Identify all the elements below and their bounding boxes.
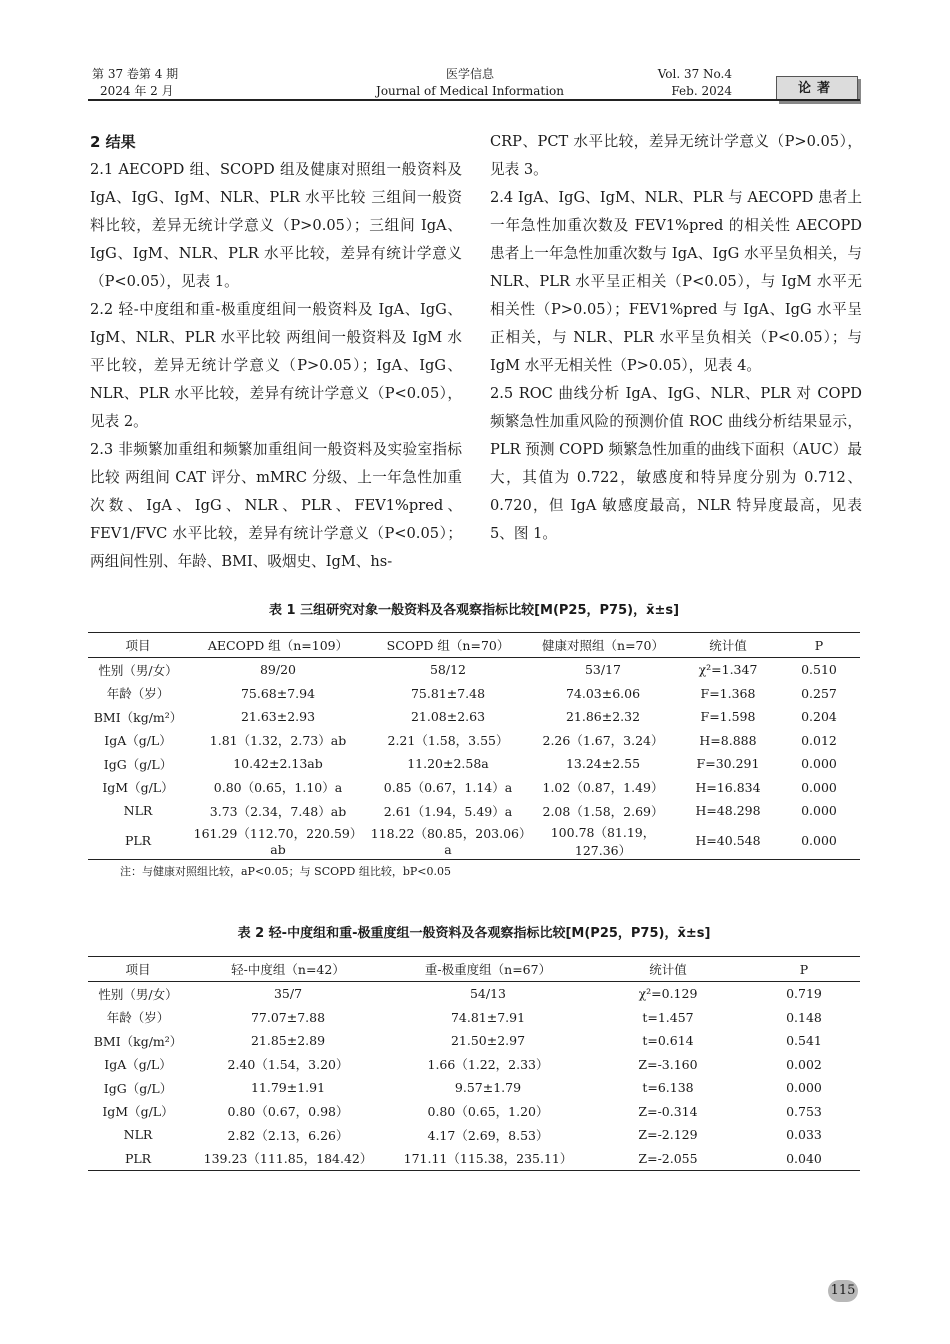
table-cell: 74.03±6.06	[565, 685, 641, 701]
table-cell: 0.80（0.65，1.10）a	[213, 780, 343, 796]
table-row	[88, 799, 860, 823]
table-cell: H=48.298	[695, 803, 761, 819]
table-cell: 0.000	[778, 823, 860, 860]
table2	[88, 956, 860, 1171]
table-cell: 2.82（2.13，6.26）	[227, 1127, 349, 1143]
volume-en-text: Vol. 37 No.4	[657, 67, 732, 81]
table-cell: 9.57±1.79	[454, 1080, 522, 1096]
table-cell: 0.719	[786, 986, 822, 1002]
table1	[88, 632, 860, 860]
table-cell: Z=-3.160	[638, 1056, 698, 1072]
table-cell: 0.033	[786, 1127, 822, 1143]
table-row	[88, 1100, 860, 1124]
table2-header-cell: 重-极重度组（n=67）	[388, 957, 588, 982]
table-cell: BMI（kg/m²）	[93, 1033, 183, 1049]
table-cell: 性别（男/女）	[98, 662, 178, 678]
table-cell: F=30.291	[696, 756, 760, 772]
table-cell: 21.85±2.89	[250, 1033, 326, 1049]
table-cell: PLR	[88, 823, 188, 860]
table-cell: IgG（g/L）	[103, 1080, 173, 1096]
table-cell: F=1.368	[700, 685, 756, 701]
table1-header-cell: 项目	[88, 633, 188, 658]
table-cell: 4.17（2.69，8.53）	[427, 1127, 549, 1143]
table-cell: 2.40（1.54，3.20）	[227, 1057, 349, 1073]
paragraph-2-5: 2.5 ROC 曲线分析 IgA、IgG、NLR、PLR 对 COPD 频繁急性加重风险的预测价值 ROC 曲线分析结果显示，PLR 预测 COPD 频繁急性加重的曲线下面积（AUC）最大，其值为 0.722，敏感度和特异度分别为 0.712、0.720，但 IgA 敏感度最高，NLR 特异度最高，见表 5、图 1。	[490, 385, 862, 542]
table1-note: 注：与健康对照组比较，aP<0.05；与 SCOPD 组比较，bP<0.05	[120, 865, 452, 878]
table-cell: 54/13	[469, 986, 507, 1002]
table-cell: 0.204	[801, 709, 837, 725]
table-cell: H=8.888	[699, 732, 757, 748]
table-row	[88, 776, 860, 800]
table2-caption: 表 2 轻-中度组和重-极重度组一般资料及各观察指标比较[M(P25，P75)，x̄±s]	[237, 926, 711, 941]
table1-header-cell: AECOPD 组（n=109）	[188, 633, 368, 658]
table-cell: 0.85（0.67，1.14）a	[383, 780, 513, 796]
table-cell: IgG（g/L）	[103, 756, 173, 772]
date-en-text: Feb. 2024	[671, 84, 732, 98]
table-cell: 0.148	[786, 1009, 822, 1025]
table-cell: PLR	[88, 1147, 188, 1171]
table-row	[88, 982, 860, 1006]
table-cell: IgA（g/L）	[104, 1057, 172, 1073]
table1-caption: 表 1 三组研究对象一般资料及各观察指标比较[M(P25，P75)，x̄±s]	[268, 603, 680, 618]
article-type-badge: 论著	[776, 76, 858, 101]
journal-title	[320, 66, 620, 100]
table-row	[88, 1147, 860, 1171]
table-cell: 74.81±7.91	[450, 1009, 526, 1025]
table1-header-cell: P	[778, 633, 860, 658]
table2-header-row	[88, 957, 860, 982]
table-cell: 75.81±7.48	[410, 685, 486, 701]
table-cell: 58/12	[429, 662, 467, 678]
table-cell: 1.66（1.22，2.33）	[427, 1057, 549, 1073]
section-heading: 2 结果	[90, 133, 136, 151]
table-cell: 0.012	[801, 732, 837, 748]
table-cell: IgA（g/L）	[104, 733, 172, 749]
table-cell: 161.29（112.70，220.59）ab	[188, 823, 368, 860]
table-cell: 0.002	[786, 1056, 822, 1072]
table-cell: Z=-2.055	[588, 1147, 748, 1171]
left-text-column	[90, 128, 462, 576]
header-rule	[88, 99, 860, 101]
table-cell: Z=-2.129	[638, 1127, 698, 1143]
table2-header-cell: 项目	[88, 957, 188, 982]
table-cell: 1.81（1.32，2.73）ab	[209, 733, 347, 749]
table-cell: 0.541	[786, 1033, 822, 1049]
table1-header-row	[88, 633, 860, 658]
table-row	[88, 1076, 860, 1100]
table-cell: 11.79±1.91	[250, 1080, 326, 1096]
table-cell: 2.08（1.58，2.69）	[542, 803, 664, 819]
table-cell: 21.08±2.63	[410, 709, 486, 725]
table-cell: 0.000	[801, 756, 837, 772]
table-cell: t=6.138	[642, 1080, 694, 1096]
table-row	[88, 1053, 860, 1077]
paragraph-continued: CRP、PCT 水平比较，差异无统计学意义（P>0.05），见表 3。	[490, 133, 862, 178]
table1-header-cell: 统计值	[678, 633, 778, 658]
table-cell: 11.20±2.58a	[407, 756, 489, 772]
table-cell: 0.000	[801, 803, 837, 819]
table-cell: NLR	[123, 803, 153, 819]
table-cell: 139.23（111.85，184.42）	[188, 1147, 388, 1171]
table-cell: 75.68±7.94	[240, 685, 316, 701]
date-text: 2024 年 2 月	[100, 84, 174, 98]
table-cell: 10.42±2.13ab	[233, 756, 323, 772]
paragraph-2-2: 2.2 轻-中度组和重-极重度组间一般资料及 IgA、IgG、IgM、NLR、PLR 水平比较 两组间一般资料及 IgM 水平比较，差异无统计学意义（P>0.05）；IgA、IgG、NLR、PLR 水平比较，差异有统计学意义（P<0.05），见表 2。	[90, 301, 462, 430]
table-cell: BMI（kg/m²）	[93, 709, 183, 725]
table-cell: χ²=1.347	[698, 662, 758, 678]
table-cell: 171.11（115.38，235.11）	[388, 1147, 588, 1171]
table-cell: 35/7	[273, 986, 303, 1002]
table-cell: 年龄（岁）	[106, 1010, 170, 1026]
journal-volume-issue	[92, 66, 178, 100]
table2-header-cell: 统计值	[588, 957, 748, 982]
table-cell: 118.22（80.85，203.06）a	[368, 823, 528, 860]
table-cell: 100.78（81.19，127.36）	[528, 823, 678, 860]
table-cell: 0.000	[786, 1080, 822, 1096]
journal-title-cn: 医学信息	[445, 67, 494, 81]
table-cell: 1.02（0.87，1.49）	[542, 780, 664, 796]
table-cell: 0.80（0.67，0.98）	[227, 1104, 349, 1120]
paragraph-2-3: 2.3 非频繁加重组和频繁加重组间一般资料及实验室指标比较 两组间 CAT 评分、mMRC 分级、上一年急性加重次数、IgA、IgG、NLR、PLR、FEV1%pred、FEV1/FVC 水平比较，差异有统计学意义（P<0.05）；两组间性别、年龄、BMI、吸烟史、IgM、hs-	[90, 441, 462, 570]
table-cell: t=0.614	[642, 1033, 694, 1049]
table-cell: 13.24±2.55	[565, 756, 641, 772]
table-row	[88, 682, 860, 706]
table-row	[88, 1123, 860, 1147]
table-cell: 2.21（1.58，3.55）	[387, 733, 509, 749]
table-cell: H=40.548	[678, 823, 778, 860]
table1-header-cell: 健康对照组（n=70）	[528, 633, 678, 658]
table-row	[88, 729, 860, 753]
table-cell: 89/20	[259, 662, 297, 678]
table-cell: NLR	[123, 1127, 153, 1143]
table-row	[88, 1029, 860, 1053]
table-cell: 2.61（1.94，5.49）a	[383, 803, 513, 819]
table-cell: χ²=0.129	[638, 986, 698, 1002]
table-cell: 3.73（2.34，7.48）ab	[209, 803, 347, 819]
table2-header-cell: P	[748, 957, 860, 982]
table-cell: 0.80（0.65，1.20）	[427, 1104, 549, 1120]
table-cell: t=1.457	[642, 1009, 694, 1025]
page-number: 115	[828, 1280, 858, 1302]
table2-header-cell: 轻-中度组（n=42）	[188, 957, 388, 982]
table1-header-cell: SCOPD 组（n=70）	[368, 633, 528, 658]
table-cell: 0.040	[748, 1147, 860, 1171]
right-text-column	[490, 128, 862, 548]
table-cell: 21.63±2.93	[240, 709, 316, 725]
journal-volume-en	[620, 66, 732, 100]
table-row	[88, 752, 860, 776]
table-cell: H=16.834	[695, 779, 761, 795]
table-cell: 0.753	[786, 1103, 822, 1119]
table-cell: 21.86±2.32	[565, 709, 641, 725]
table-row	[88, 705, 860, 729]
table-cell: 0.000	[801, 779, 837, 795]
paragraph-2-4: 2.4 IgA、IgG、IgM、NLR、PLR 与 AECOPD 患者上一年急性加重次数及 FEV1%pred 的相关性 AECOPD 患者上一年急性加重次数与 IgA、IgG 水平呈负相关，与 NLR、PLR 水平呈正相关（P<0.05），与 IgM 水平无相关性（P>0.05）；FEV1%pred 与 IgA、IgG 水平呈正相关，与 NLR、PLR 水平呈负相关（P<0.05）；与 IgM 水平无相关性（P>0.05），见表 4。	[490, 189, 862, 374]
table-cell: IgM（g/L）	[102, 1104, 174, 1120]
table-row	[88, 823, 860, 860]
table-cell: 年龄（岁）	[106, 686, 170, 702]
table-cell: 0.510	[801, 662, 837, 678]
volume-issue-text: 第 37 卷第 4 期	[92, 67, 179, 81]
table-row	[88, 1006, 860, 1030]
table-cell: 2.26（1.67，3.24）	[542, 733, 664, 749]
table-cell: 77.07±7.88	[250, 1009, 326, 1025]
table-cell: 0.257	[801, 685, 837, 701]
paragraph-2-1: 2.1 AECOPD 组、SCOPD 组及健康对照组一般资料及 IgA、IgG、IgM、NLR、PLR 水平比较 三组间一般资料比较，差异无统计学意义（P>0.05）；三组间 IgA、IgG、IgM、NLR、PLR 水平比较，差异有统计学意义（P<0.05），见表 1。	[90, 161, 462, 290]
table-cell: F=1.598	[700, 709, 756, 725]
table-cell: 53/17	[584, 662, 622, 678]
table-cell: 性别（男/女）	[98, 986, 178, 1002]
journal-title-en: Journal of Medical Information	[376, 84, 564, 98]
table-cell: 21.50±2.97	[450, 1033, 526, 1049]
table-row	[88, 658, 860, 682]
table-cell: Z=-0.314	[638, 1103, 698, 1119]
table-cell: IgM（g/L）	[102, 780, 174, 796]
